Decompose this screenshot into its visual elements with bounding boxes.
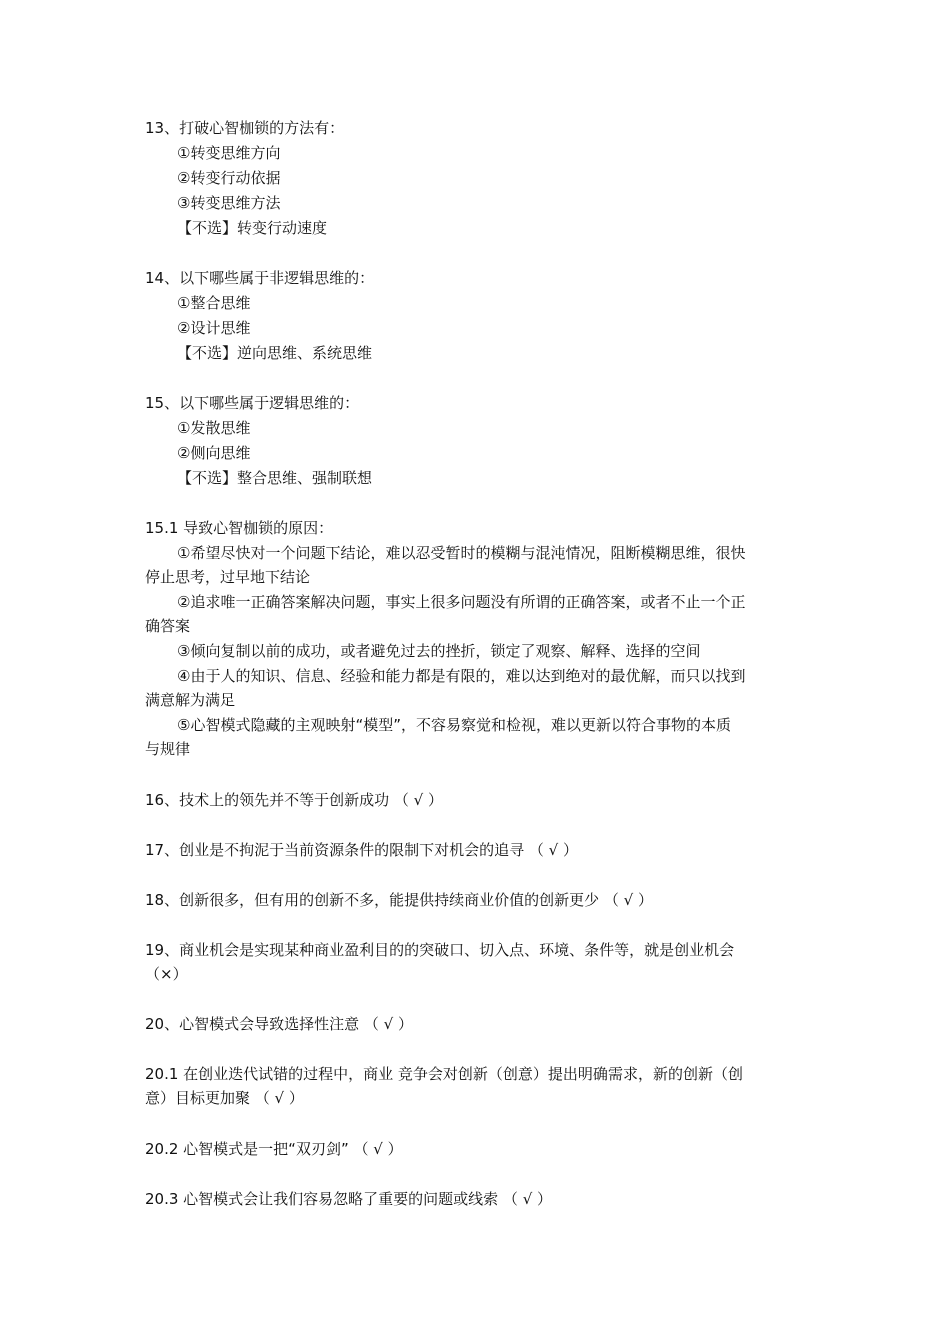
question-13-option-3: ③转变思维方法 (177, 194, 281, 212)
question-15-1-reason-5: ⑤心智模式隐藏的主观映射“模型”，不容易察觉和检视，难以更新以符合事物的本质 (177, 716, 731, 734)
statement-17: 17、创业是不拘泥于当前资源条件的限制下对机会的追寻 （ √ ） (145, 841, 578, 859)
question-15-1-reason-5-cont: 与规律 (145, 740, 191, 758)
question-15-1-reason-1: ①希望尽快对一个问题下结论，难以忍受暂时的模糊与混沌情况，阻断模糊思维，很快 (177, 544, 746, 562)
question-15-1-title: 15.1 导致心智枷锁的原因： (145, 519, 334, 537)
question-15-1-reason-2: ②追求唯一正确答案解决问题，事实上很多问题没有所谓的正确答案，或者不止一个正 (177, 593, 746, 611)
statement-18: 18、创新很多，但有用的创新不多，能提供持续商业价值的创新更少 （ √ ） (145, 891, 653, 909)
question-14-option-2: ②设计思维 (177, 319, 251, 337)
question-13-title: 13、打破心智枷锁的方法有： (145, 119, 345, 137)
statement-19-cont: （×） (145, 965, 188, 983)
statement-20-1: 20.1 在创业迭代试错的过程中，商业 竞争会对创新（创意）提出明确需求，新的创新（创 (145, 1065, 743, 1083)
statement-20-2: 20.2 心智模式是一把“双刃剑” （ √ ） (145, 1140, 403, 1158)
question-15-1-reason-4-cont: 满意解为满足 (145, 691, 236, 709)
question-15-1-reason-1-cont: 停止思考，过早地下结论 (145, 568, 311, 586)
question-15-1-reason-3: ③倾向复制以前的成功，或者避免过去的挫折，锁定了观察、解释、选择的空间 (177, 642, 701, 660)
statement-20: 20、心智模式会导致选择性注意 （ √ ） (145, 1015, 413, 1033)
statement-20-3: 20.3 心智模式会让我们容易忽略了重要的问题或线索 （ √ ） (145, 1190, 553, 1208)
question-15-1-reason-4: ④由于人的知识、信息、经验和能力都是有限的，难以达到绝对的最优解，而只以找到 (177, 667, 746, 685)
statement-19: 19、商业机会是实现某种商业盈利目的的突破口、切入点、环境、条件等，就是创业机会 (145, 941, 735, 959)
question-14-title: 14、以下哪些属于非逻辑思维的： (145, 269, 375, 287)
statement-16: 16、技术上的领先并不等于创新成功 （ √ ） (145, 791, 443, 809)
question-15-option-1: ①发散思维 (177, 419, 251, 437)
statement-20-1-cont: 意）目标更加聚 （ √ ） (145, 1089, 304, 1107)
question-15-title: 15、以下哪些属于逻辑思维的： (145, 394, 360, 412)
question-14-excluded: 【不选】逆向思维、系统思维 (177, 344, 373, 362)
question-13-option-2: ②转变行动依据 (177, 169, 281, 187)
question-15-1-reason-2-cont: 确答案 (145, 617, 191, 635)
question-14-option-1: ①整合思维 (177, 294, 251, 312)
question-15-option-2: ②侧向思维 (177, 444, 251, 462)
question-13-option-1: ①转变思维方向 (177, 144, 281, 162)
question-13-excluded: 【不选】转变行动速度 (177, 219, 328, 237)
question-15-excluded: 【不选】整合思维、强制联想 (177, 469, 373, 487)
